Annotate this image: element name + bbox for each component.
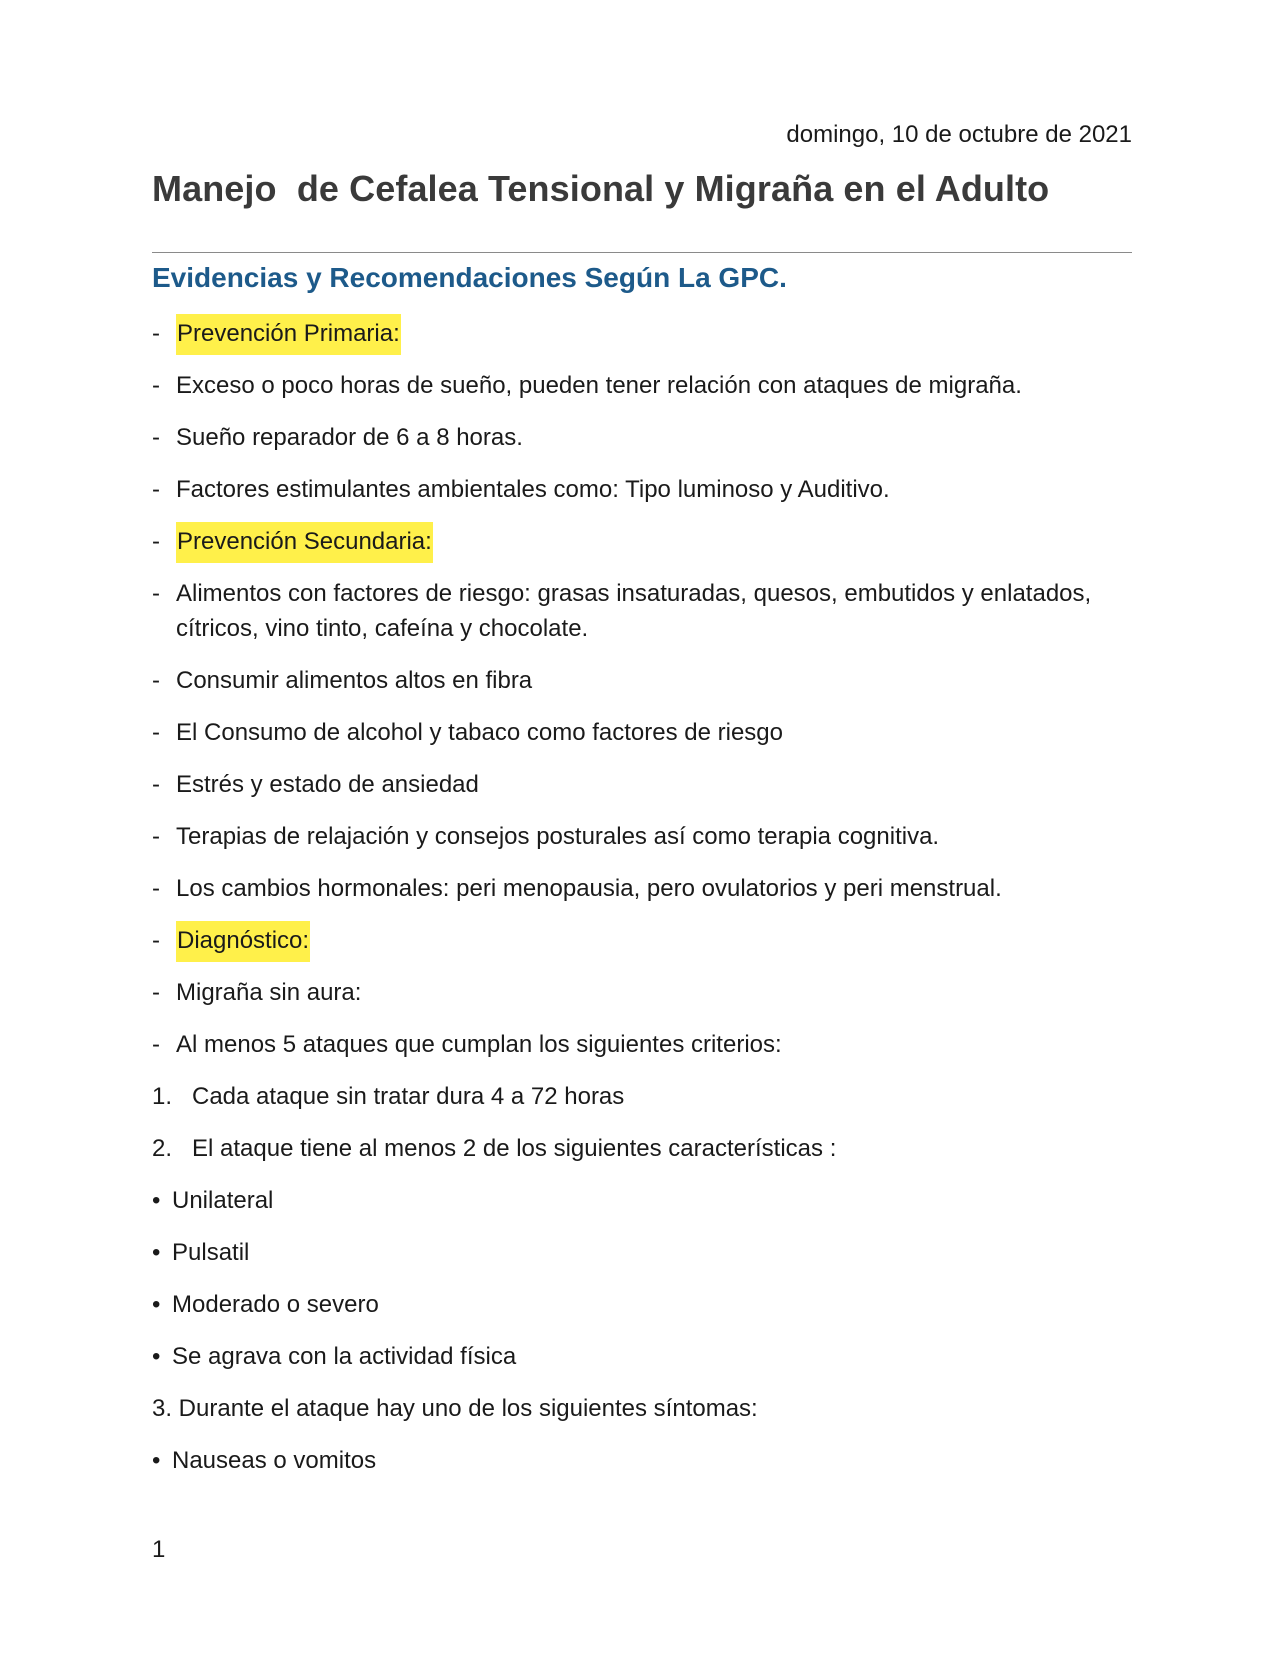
dash-marker: - [152,1031,160,1058]
dash-marker: - [152,927,160,954]
highlighted-heading: Prevención Secundaria: [176,522,433,563]
list-item [152,871,1132,906]
dash-marker: - [152,424,160,451]
highlighted-heading: Diagnóstico: [176,921,310,962]
list-item [152,1339,1132,1374]
title-divider [152,252,1132,253]
number-marker: 1. [152,1083,173,1110]
list-item-text: Pulsatil [172,1239,250,1266]
dash-marker: - [152,823,160,850]
dash-marker: - [152,528,160,555]
document-title: Manejo de Cefalea Tensional y Migraña en el Adulto [152,168,1050,209]
list-item [152,767,1132,802]
list-item [152,975,1132,1010]
list-item-text: 3. Durante el ataque hay uno de los siguientes síntomas: [152,1395,758,1422]
list-item-text [176,923,1132,958]
list-item [152,1027,1132,1062]
list-item [152,663,1132,698]
list-item-text: Alimentos con factores de riesgo: grasas insaturadas, quesos, embutidos y enlatados, cítricos, vino tinto, cafeína y chocolate. [176,580,1092,642]
list-item [152,1443,1132,1478]
dash-marker: - [152,476,160,503]
list-item [152,1183,1132,1218]
dash-marker: - [152,719,160,746]
list-item [152,1235,1132,1270]
list-item-text [176,524,1132,559]
list-item [152,923,1132,958]
list-item-text: Consumir alimentos altos en fibra [176,667,533,694]
list-item-text: Se agrava con la actividad física [172,1343,517,1370]
list-item-text: Factores estimulantes ambientales como: Tipo luminoso y Auditivo. [176,476,890,503]
dash-marker: - [152,580,160,607]
number-marker: 2. [152,1135,173,1162]
list-item [152,368,1132,403]
list-item-text: Migraña sin aura: [176,979,362,1006]
list-item [152,1131,1132,1166]
bullet-marker: • [152,1291,161,1318]
list-item [152,715,1132,750]
bullet-marker: • [152,1187,161,1214]
dash-marker: - [152,372,160,399]
list-item [152,316,1132,351]
dash-marker: - [152,875,160,902]
list-item-text: Sueño reparador de 6 a 8 horas. [176,424,523,451]
dash-marker: - [152,320,160,347]
list-item-text: Cada ataque sin tratar dura 4 a 72 horas [192,1083,625,1110]
list-item-text: Moderado o severo [172,1291,379,1318]
list-item [152,576,1132,646]
content-list [152,316,1132,1495]
list-item-text [176,316,1132,351]
list-item [152,524,1132,559]
list-item [152,1287,1132,1322]
list-item-text: Al menos 5 ataques que cumplan los siguientes criterios: [176,1031,782,1058]
list-item-text: Terapias de relajación y consejos posturales así como terapia cognitiva. [176,823,940,850]
list-item-text: Nauseas o vomitos [172,1447,377,1474]
list-item [152,420,1132,455]
bullet-marker: • [152,1343,161,1370]
list-item-text: Unilateral [172,1187,274,1214]
page-number: 1 [152,1536,166,1563]
section-heading: Evidencias y Recomendaciones Según La GPC. [152,262,787,293]
list-item-text: Los cambios hormonales: peri menopausia, pero ovulatorios y peri menstrual. [176,875,1002,902]
dash-marker: - [152,667,160,694]
bullet-marker: • [152,1447,161,1474]
list-item [152,1391,1132,1426]
list-item-text: El Consumo de alcohol y tabaco como factores de riesgo [176,719,783,746]
list-item-text: El ataque tiene al menos 2 de los siguientes características : [192,1135,837,1162]
bullet-marker: • [152,1239,161,1266]
document-page [152,0,1132,1656]
dash-marker: - [152,979,160,1006]
list-item-text: Estrés y estado de ansiedad [176,771,479,798]
list-item [152,1079,1132,1114]
list-item-text: Exceso o poco horas de sueño, pueden tener relación con ataques de migraña. [176,372,1022,399]
list-item [152,472,1132,507]
highlighted-heading: Prevención Primaria: [176,314,401,355]
document-date: domingo, 10 de octubre de 2021 [786,121,1132,148]
dash-marker: - [152,771,160,798]
list-item [152,819,1132,854]
